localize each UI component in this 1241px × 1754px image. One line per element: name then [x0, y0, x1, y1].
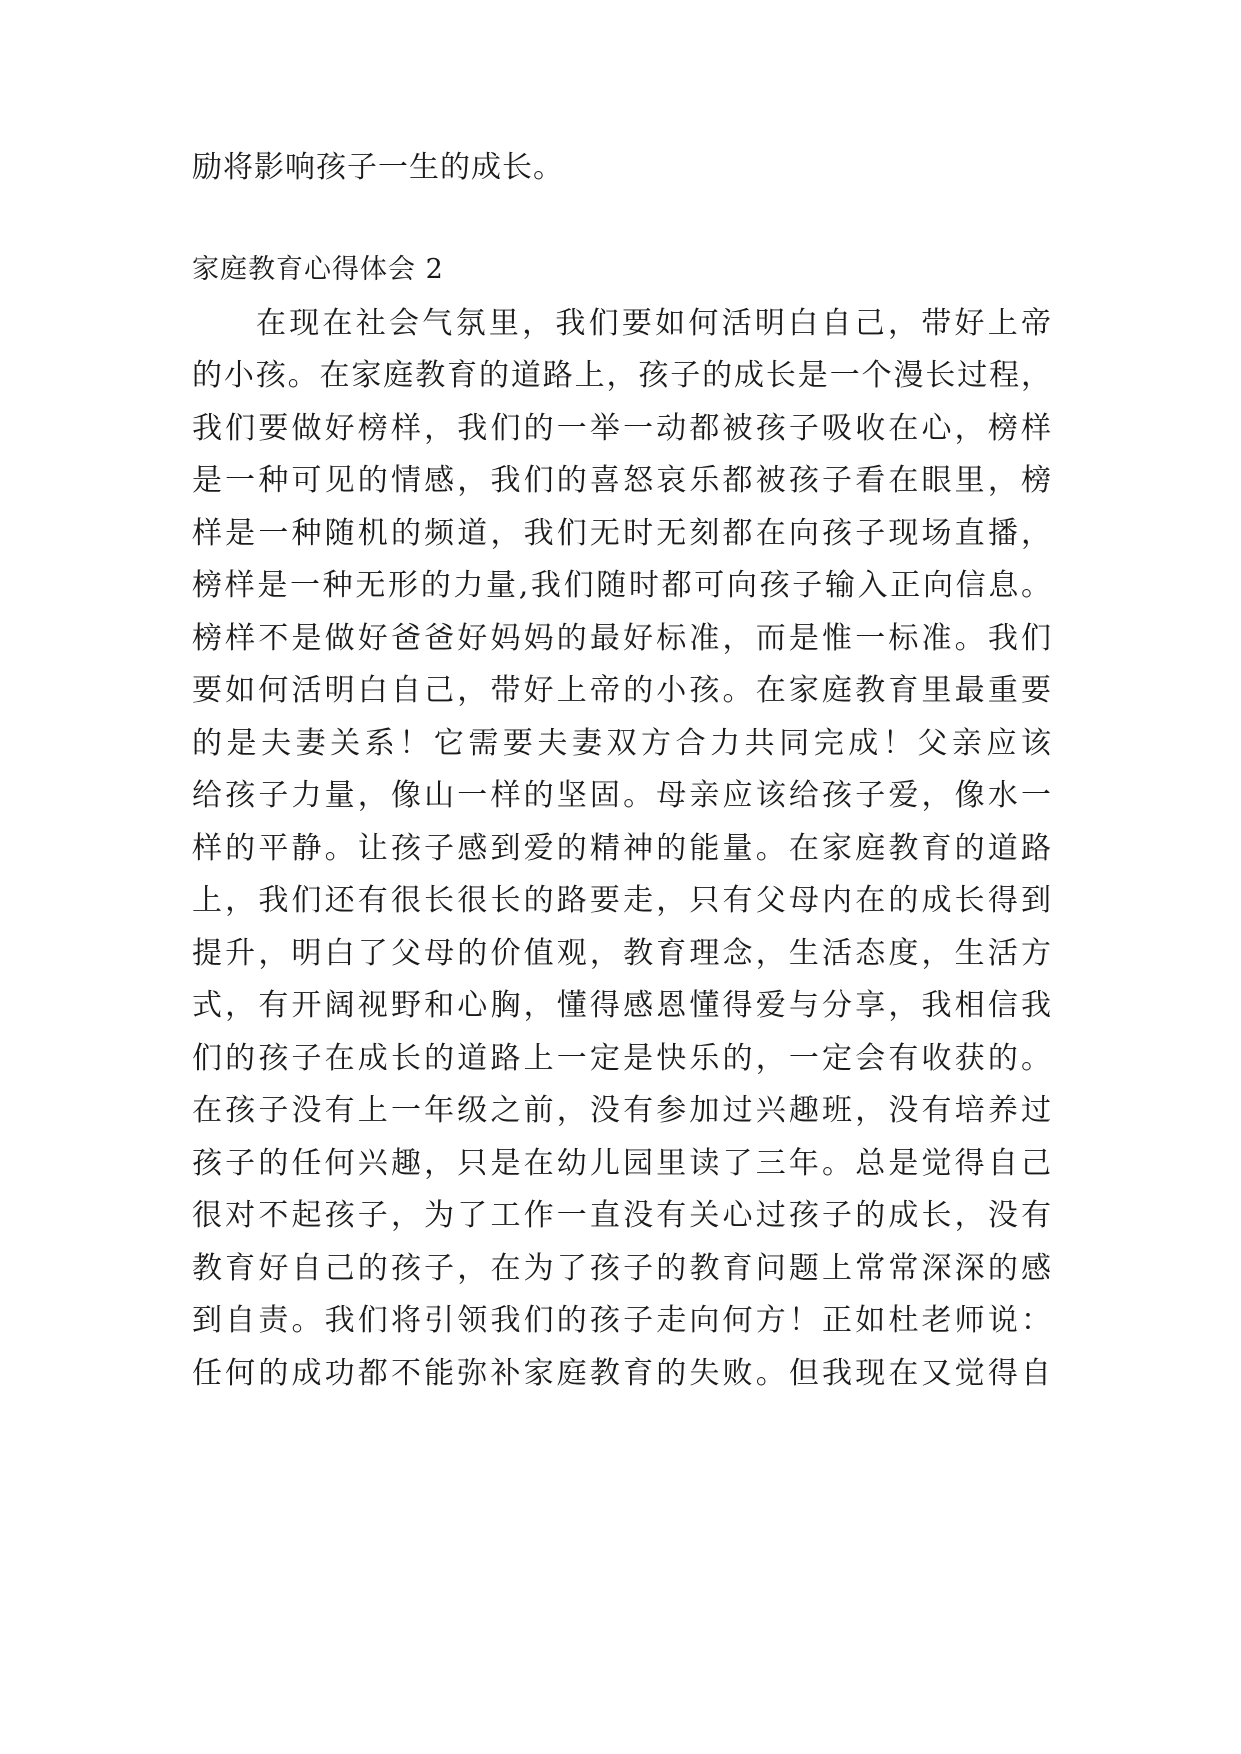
paragraph-line: 们的孩子在成长的道路上一定是快乐的，一定会有收获的。 [192, 1041, 1052, 1076]
paragraph-line: 榜样不是做好爸爸好妈妈的最好标准，而是惟一标准。我们 [192, 621, 1052, 656]
paragraph-line: 到自责。我们将引领我们的孩子走向何方！正如杜老师说： [192, 1303, 1052, 1338]
paragraph-line: 给孩子力量，像山一样的坚固。母亲应该给孩子爱，像水一 [192, 778, 1052, 813]
paragraph-line: 孩子的任何兴趣，只是在幼儿园里读了三年。总是觉得自己 [192, 1146, 1052, 1181]
paragraph-line: 我们要做好榜样，我们的一举一动都被孩子吸收在心，榜样 [192, 411, 1052, 446]
intro-line: 励将影响孩子一生的成长。 [192, 150, 564, 185]
paragraph-line: 要如何活明白自己，带好上帝的小孩。在家庭教育里最重要 [192, 673, 1052, 708]
paragraph-line: 教育好自己的孩子，在为了孩子的教育问题上常常深深的感 [192, 1251, 1052, 1286]
paragraph-line: 在孩子没有上一年级之前，没有参加过兴趣班，没有培养过 [192, 1093, 1052, 1128]
paragraph-line: 是一种可见的情感，我们的喜怒哀乐都被孩子看在眼里，榜 [192, 463, 1052, 498]
section-title: 家庭教育心得体会 2 [192, 254, 444, 285]
paragraph-line: 样是一种随机的频道，我们无时无刻都在向孩子现场直播， [192, 516, 1052, 551]
paragraph-line: 的小孩。在家庭教育的道路上，孩子的成长是一个漫长过程， [192, 358, 1052, 393]
paragraph-line: 上，我们还有很长很长的路要走，只有父母内在的成长得到 [192, 883, 1052, 918]
paragraph-line: 样的平静。让孩子感到爱的精神的能量。在家庭教育的道路 [192, 831, 1052, 866]
paragraph-line: 榜样是一种无形的力量,我们随时都可向孩子输入正向信息。 [192, 568, 1052, 603]
paragraph-line: 的是夫妻关系！它需要夫妻双方合力共同完成！父亲应该 [192, 726, 1052, 761]
paragraph-line: 很对不起孩子，为了工作一直没有关心过孩子的成长，没有 [192, 1198, 1052, 1233]
paragraph-line: 任何的成功都不能弥补家庭教育的失败。但我现在又觉得自 [192, 1356, 1052, 1391]
paragraph-line: 式，有开阔视野和心胸，懂得感恩懂得爱与分享，我相信我 [192, 988, 1052, 1023]
paragraph-line: 在现在社会气氛里，我们要如何活明白自己，带好上帝 [256, 306, 1052, 341]
paragraph-line: 提升，明白了父母的价值观，教育理念，生活态度，生活方 [192, 936, 1052, 971]
